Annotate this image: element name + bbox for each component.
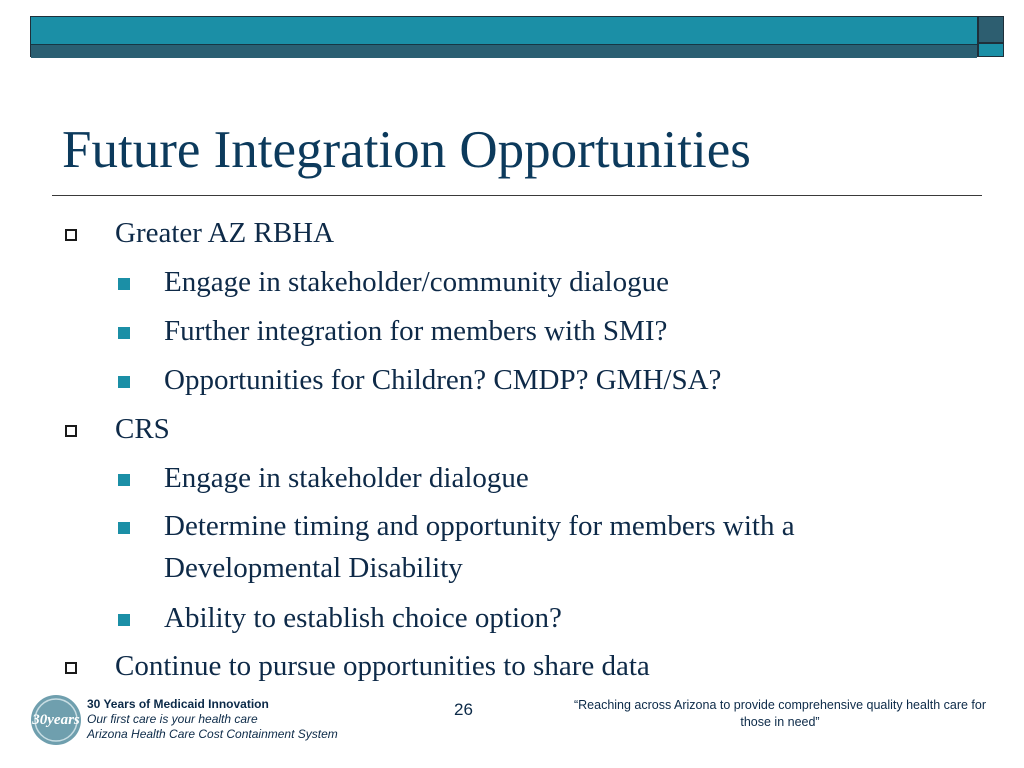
footer-tagline: 30 Years of Medicaid Innovation xyxy=(87,697,269,711)
top-decor-stripe xyxy=(31,44,977,58)
sub-bullet: Further integration for members with SMI? xyxy=(164,315,668,347)
solid-square-bullet-icon xyxy=(118,327,130,339)
hollow-square-bullet-icon xyxy=(65,662,77,674)
footer-org-info xyxy=(87,697,338,742)
bullet-greater-az-rbha: Greater AZ RBHA xyxy=(115,217,335,249)
footer-org-name: Arizona Health Care Cost Containment System xyxy=(87,727,338,741)
sub-bullet: Determine timing and opportunity for members with a Developmental Disability xyxy=(164,510,795,584)
top-decor-square-lower xyxy=(978,43,1004,57)
page-number: 26 xyxy=(454,700,473,719)
solid-square-bullet-icon xyxy=(118,474,130,486)
top-decor-square-upper xyxy=(978,16,1004,43)
solid-square-bullet-icon xyxy=(118,522,130,534)
footer-quote: “Reaching across Arizona to provide comprehensive quality health care for those in need” xyxy=(573,698,987,729)
hollow-square-bullet-icon xyxy=(65,229,77,241)
solid-square-bullet-icon xyxy=(118,614,130,626)
title-divider xyxy=(52,195,982,196)
bullet-crs: CRS xyxy=(115,413,170,445)
solid-square-bullet-icon xyxy=(118,278,130,290)
30-years-logo xyxy=(30,694,82,746)
slide-title: Future Integration Opportunities xyxy=(62,121,751,179)
bullet-share-data: Continue to pursue opportunities to share data xyxy=(115,650,650,682)
sub-bullet: Ability to establish choice option? xyxy=(164,602,562,634)
top-decor-band xyxy=(30,16,978,57)
sub-bullet: Engage in stakeholder/community dialogue xyxy=(164,266,669,298)
hollow-square-bullet-icon xyxy=(65,425,77,437)
solid-square-bullet-icon xyxy=(118,376,130,388)
sub-bullet: Engage in stakeholder dialogue xyxy=(164,462,529,494)
sub-bullet: Opportunities for Children? CMDP? GMH/SA? xyxy=(164,364,722,396)
logo-text: 30years xyxy=(32,712,80,728)
footer-motto: Our first care is your health care xyxy=(87,712,258,726)
